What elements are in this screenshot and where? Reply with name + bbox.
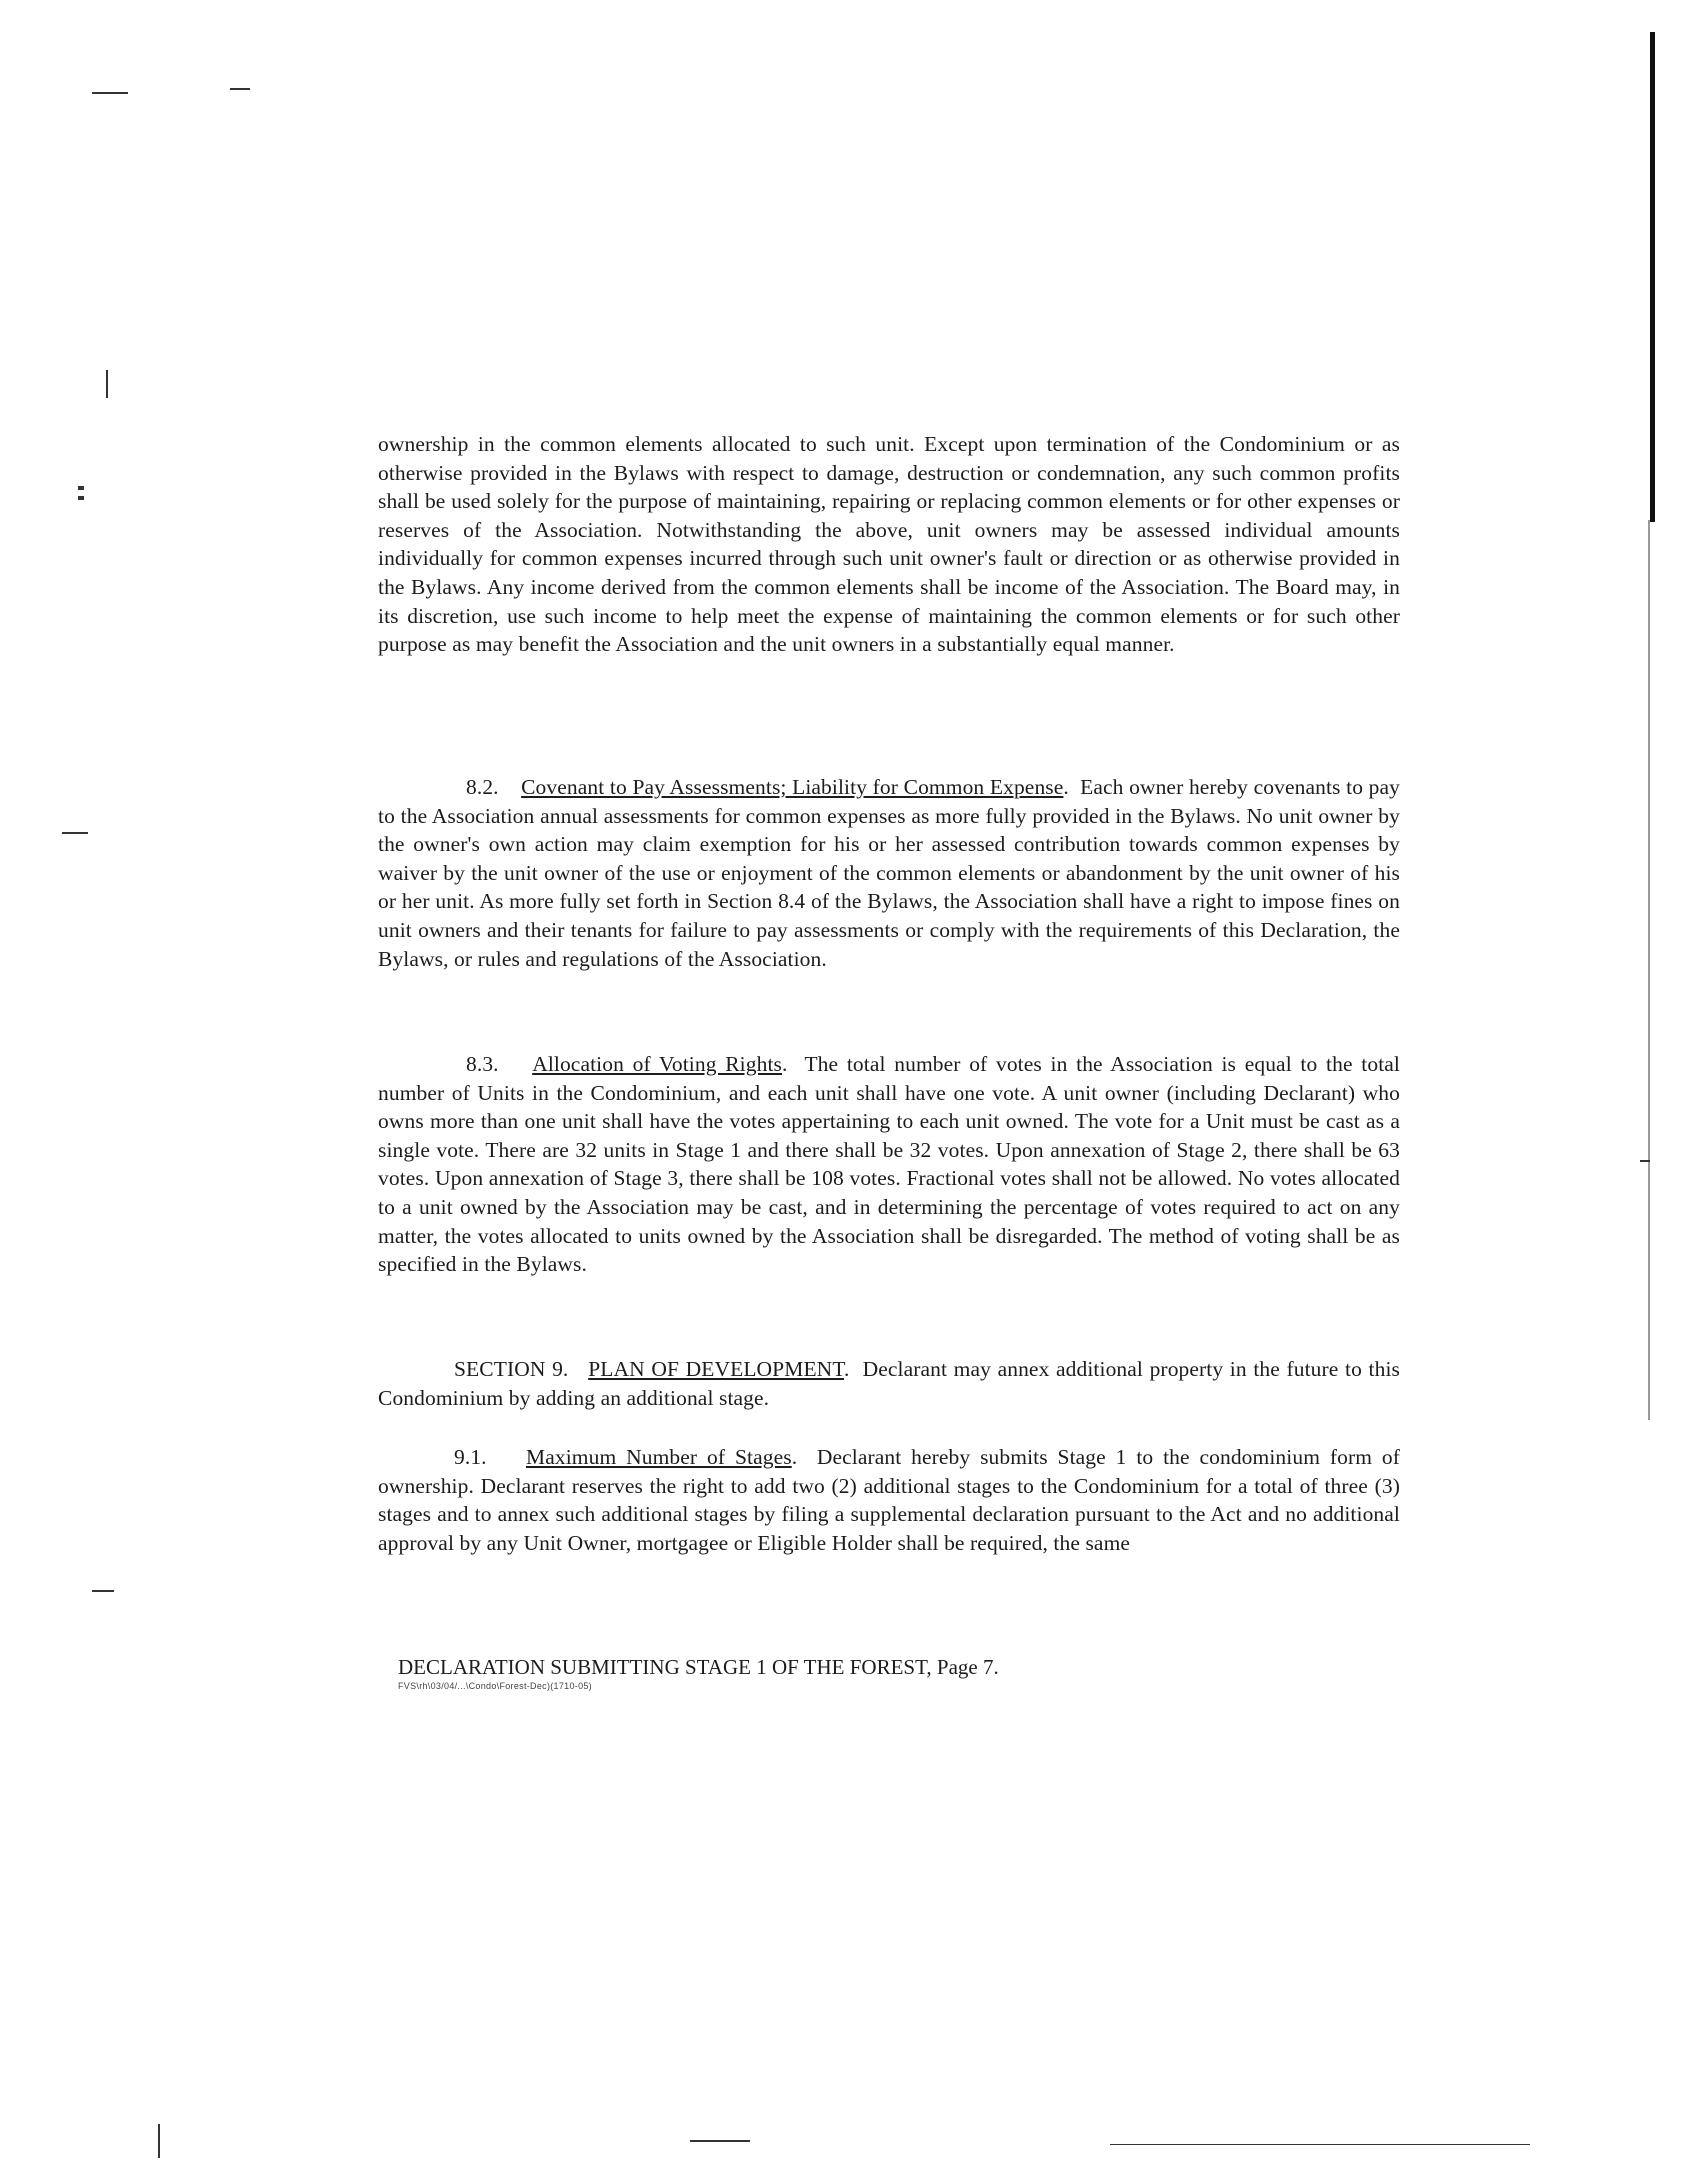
section-9-heading: PLAN OF DEVELOPMENT bbox=[588, 1357, 844, 1381]
scan-speck bbox=[158, 2124, 160, 2158]
section-8-3-text: The total number of votes in the Association is equal to the total number of Units in the Condominium, and each unit shall have one vote. A unit owner (including Declarant) who owns more than one unit shall have the votes appertaining to each unit owned. The vote for a Unit must be cast as a single vote. There are 32 units in Stage 1 and there shall be 32 votes. Upon annexation of Stage 2, there shall be 63 votes. Upon annexation of Stage 3, there shall be 108 votes. Fractional votes shall not be allowed. No votes allocated to a unit owned by the Association may be cast, and in determining the percentage of votes required to act on any matter, the votes allocated to units owned by the Association shall be disregarded. The method of voting shall be as specified in the Bylaws. bbox=[378, 1052, 1400, 1277]
scan-speck bbox=[62, 832, 88, 834]
scan-speck bbox=[92, 1590, 114, 1592]
section-8-2: 8.2. Covenant to Pay Assessments; Liability for Common Expense. Each owner hereby covenants to pay to the Association annual assessments for common expenses as more fully provided in the Bylaws. No unit owner by the owner's own action may claim exemption for his or her assessed contribution towards common expenses by waiver by the unit owner of the use or enjoyment of the common elements or abandonment by the unit owner of his or her unit. As more fully set forth in Section 8.4 of the Bylaws, the Association shall have a right to impose fines on unit owners and their tenants for failure to pay assessments or comply with the requirements of this Declaration, the Bylaws, or rules and regulations of the Association. bbox=[378, 775, 1400, 971]
scan-speck bbox=[78, 496, 84, 500]
scan-speck bbox=[1640, 1160, 1650, 1162]
section-8-3-heading: Allocation of Voting Rights bbox=[532, 1052, 782, 1076]
section-8-3: 8.3. Allocation of Voting Rights. The total number of votes in the Association is equal to the total number of Units in the Condominium, and each unit shall have one vote. A unit owner (including Declarant) who owns more than one unit shall have the votes appertaining to each unit owned. The vote for a Unit must be cast as a single vote. There are 32 units in Stage 1 and there shall be 32 votes. Upon annexation of Stage 2, there shall be 63 votes. Upon annexation of Stage 3, there shall be 108 votes. Fractional votes shall not be allowed. No votes allocated to a unit owned by the Association may be cast, and in determining the percentage of votes required to act on any matter, the votes allocated to units owned by the Association shall be disregarded. The method of voting shall be as specified in the Bylaws. bbox=[378, 1052, 1400, 1277]
scan-speck bbox=[92, 92, 128, 94]
scan-speck bbox=[1110, 2144, 1530, 2145]
section-8-3-number: 8.3. bbox=[466, 1052, 499, 1076]
section-9-1-heading: Maximum Number of Stages bbox=[526, 1445, 792, 1469]
paragraph-intro: ownership in the common elements allocated to such unit. Except upon termination of the Condominium or as otherwise provided in the Bylaws with respect to damage, destruction or condemnation, any such common profits shall be used solely for the purpose of maintaining, repairing or replacing common elements or for other expenses or reserves of the Association. Notwithstanding the above, unit owners may be assessed individual amounts individually for common expenses incurred through such unit owner's fault or direction or as otherwise provided in the Bylaws. Any income derived from the common elements shall be income of the Association. The Board may, in its discretion, use such income to help meet the expense of maintaining the common elements or for such other purpose as may benefit the Association and the unit owners in a substantially equal manner. bbox=[378, 432, 1400, 657]
section-8-2-number: 8.2. bbox=[466, 775, 499, 799]
scan-speck bbox=[230, 88, 250, 90]
section-9-1-text: Declarant hereby submits Stage 1 to the condominium form of ownership. Declarant reserves the right to add two (2) additional stages to the Condominium for a total of three (3) stages and to annex such additional stages by filing a supplemental declaration pursuant to the Act and no additional approval by any Unit Owner, mortgagee or Eligible Holder shall be required, the same bbox=[378, 1445, 1400, 1555]
scan-edge-line bbox=[1648, 520, 1650, 1420]
section-9: SECTION 9. PLAN OF DEVELOPMENT. Declarant may annex additional property in the future to this Condominium by adding an additional stage. bbox=[378, 1357, 1400, 1410]
page-footer-title: DECLARATION SUBMITTING STAGE 1 OF THE FOREST, Page 7. bbox=[398, 1655, 999, 1679]
section-9-number: SECTION 9. bbox=[454, 1357, 569, 1381]
section-9-text: Declarant may annex additional property in the future to this Condominium by adding an additional stage. bbox=[378, 1357, 1400, 1410]
section-9-1-number: 9.1. bbox=[454, 1445, 487, 1469]
section-8-2-text: Each owner hereby covenants to pay to the Association annual assessments for common expenses as more fully provided in the Bylaws. No unit owner by the owner's own action may claim exemption for his or her assessed contribution towards common expenses by waiver by the unit owner of the use or enjoyment of the common elements or abandonment by the unit owner of his or her unit. As more fully set forth in Section 8.4 of the Bylaws, the Association shall have a right to impose fines on unit owners and their tenants for failure to pay assessments or comply with the requirements of this Declaration, the Bylaws, or rules and regulations of the Association. bbox=[378, 775, 1400, 971]
section-9-1: 9.1. Maximum Number of Stages. Declarant hereby submits Stage 1 to the condominium form of ownership. Declarant reserves the right to add two (2) additional stages to the Condominium for a total of three (3) stages and to annex such additional stages by filing a supplemental declaration pursuant to the Act and no additional approval by any Unit Owner, mortgagee or Eligible Holder shall be required, the same bbox=[378, 1445, 1400, 1555]
scan-edge-mark bbox=[1650, 32, 1655, 522]
scan-speck bbox=[78, 486, 84, 490]
page-footer-file-code: FVS\rh\03/04/...\Condo\Forest-Dec)(1710-05) bbox=[398, 1681, 592, 1691]
section-8-2-heading: Covenant to Pay Assessments; Liability for Common Expense bbox=[521, 775, 1064, 799]
scan-speck bbox=[690, 2140, 750, 2142]
scan-speck bbox=[106, 370, 108, 398]
